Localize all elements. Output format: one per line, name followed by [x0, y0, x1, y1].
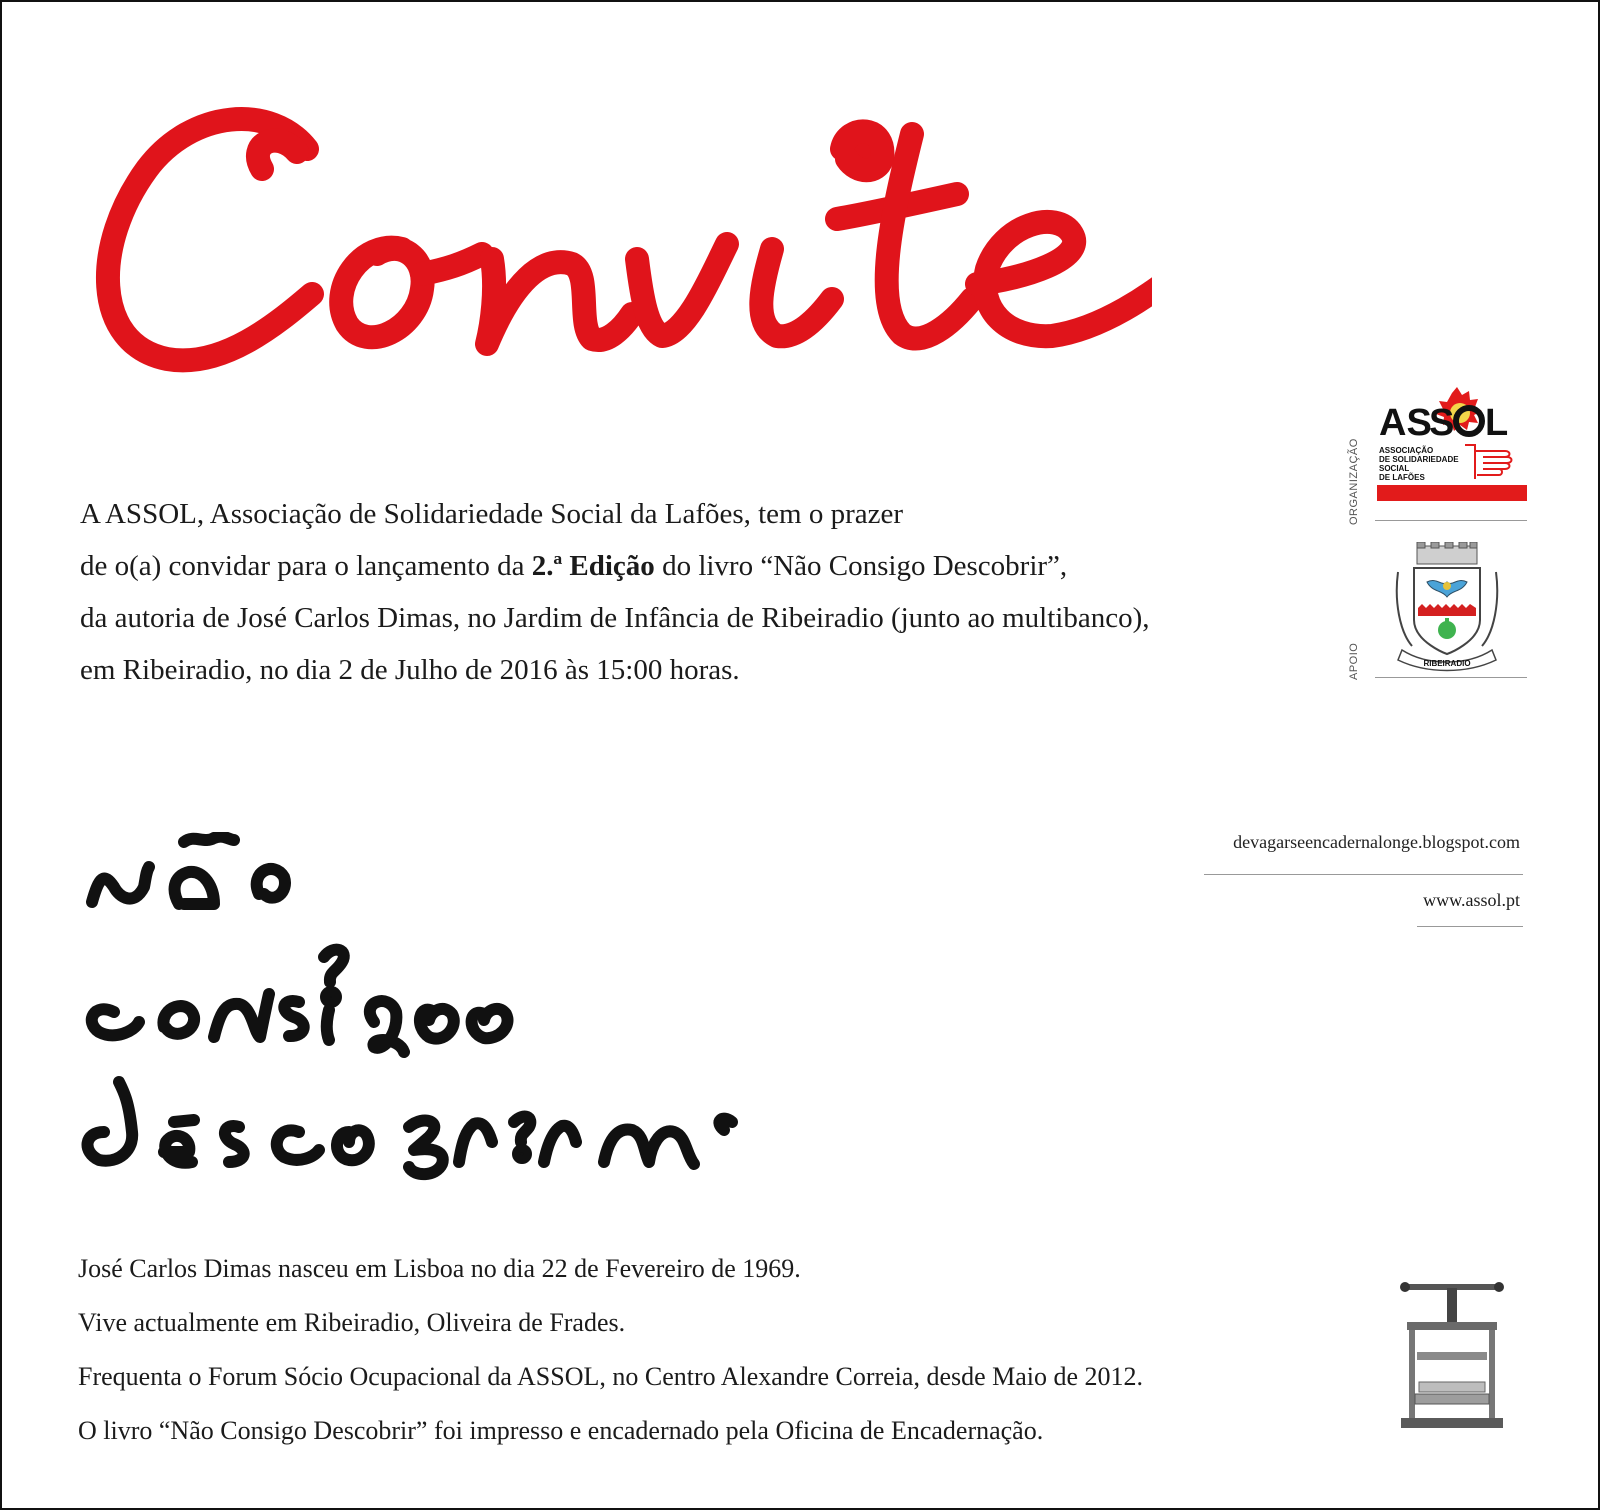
bio-line-2: Vive actualmente em Ribeiradio, Oliveira de Frades. — [78, 1308, 626, 1337]
ribeiradio-crest — [1392, 542, 1502, 672]
crest-ribbon-text: RIBEIRADIO — [1423, 659, 1471, 668]
apoio-divider — [1375, 677, 1527, 678]
intro-line-3: da autoria de José Carlos Dimas, no Jardim de Infância de Ribeiradio (junto ao multibanco), — [80, 602, 1150, 634]
bio-line-4: O livro “Não Consigo Descobrir” foi impresso e encadernado pela Oficina de Encadernação. — [78, 1416, 1044, 1445]
intro-line-2-pre: de o(a) convidar para o lançamento da — [80, 550, 532, 582]
handwritten-book-title — [74, 832, 854, 1212]
organizacao-label: ORGANIZAÇÃO — [1348, 438, 1360, 525]
author-bio — [78, 1242, 1278, 1458]
blog-link[interactable]: devagarseencadernalonge.blogspot.com — [1233, 832, 1520, 852]
invitation-text — [80, 488, 1260, 696]
intro-line-2 — [80, 540, 1260, 592]
site-link[interactable]: www.assol.pt — [1423, 890, 1520, 910]
intro-line-4: em Ribeiradio, no dia 2 de Julho de 2016 às 15:00 horas. — [80, 654, 740, 686]
assol-wordmark: AS — [1379, 402, 1432, 444]
convite-title-art — [72, 74, 1152, 404]
bookbinding-press-icon — [1397, 1282, 1507, 1432]
edition-emphasis: 2.ª Edição — [531, 550, 655, 582]
svg-text:ASSOCIAÇÃO: ASSOCIAÇÃO — [1379, 446, 1434, 455]
intro-line-1: A ASSOL, Associação de Solidariedade Social da Lafões, tem o prazer — [80, 498, 904, 530]
apoio-label: APOIO — [1348, 642, 1360, 680]
bio-line-3: Frequenta o Forum Sócio Ocupacional da ASSOL, no Centro Alexandre Correia, desde Maio de 2012. — [78, 1362, 1144, 1391]
site-link-divider — [1417, 926, 1523, 927]
blog-link-divider — [1204, 874, 1523, 875]
svg-text:SOCIAL: SOCIAL — [1379, 464, 1410, 473]
svg-text:DE LAFÕES: DE LAFÕES — [1379, 473, 1425, 482]
organizacao-divider — [1375, 520, 1527, 521]
svg-text:S: S — [1429, 402, 1455, 444]
bio-line-1: José Carlos Dimas nasceu em Lisboa no dia 22 de Fevereiro de 1969. — [78, 1254, 801, 1283]
assol-logo — [1377, 385, 1527, 515]
svg-text:L: L — [1485, 402, 1509, 444]
intro-line-2-post: do livro “Não Consigo Descobrir”, — [654, 550, 1068, 582]
svg-text:DE SOLIDARIEDADE: DE SOLIDARIEDADE — [1379, 455, 1459, 464]
